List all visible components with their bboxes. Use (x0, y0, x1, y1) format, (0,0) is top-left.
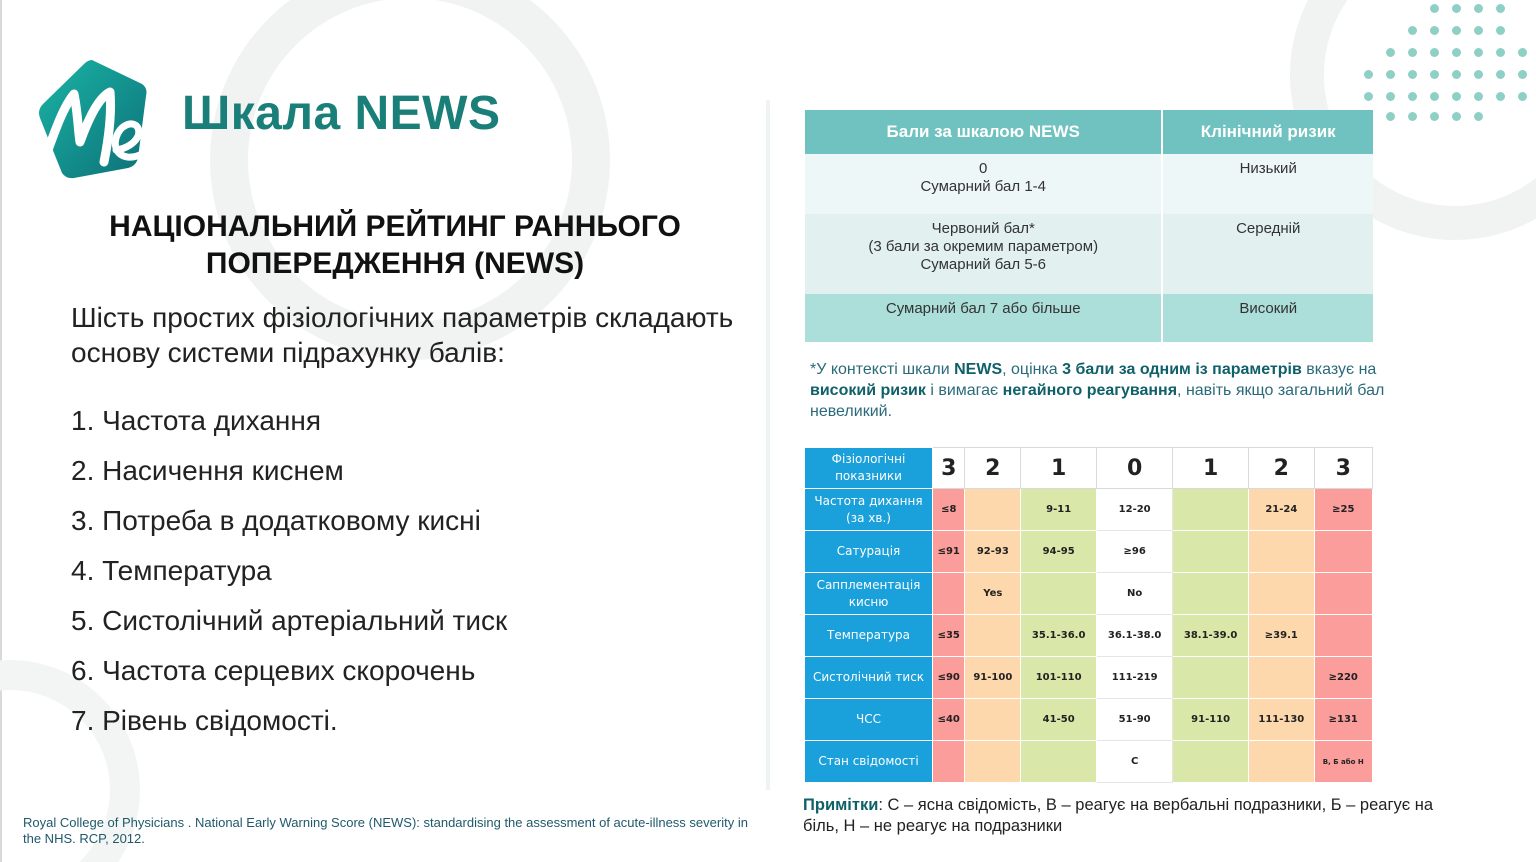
dot-decoration (1430, 92, 1439, 101)
score-cell (1173, 573, 1249, 615)
score-cell: ≥25 (1314, 489, 1372, 531)
score-cell: 41-50 (1021, 699, 1097, 741)
score-cell: В, Б або Н (1314, 741, 1372, 783)
footnote-label: Примітки (803, 796, 879, 814)
dot-decoration (1430, 26, 1439, 35)
score-cell: No (1097, 573, 1173, 615)
note-text: і вимагає (925, 382, 1003, 399)
risk-level-cell: Високий (1162, 294, 1373, 342)
score-cell: 51-90 (1097, 699, 1173, 741)
table-row (805, 489, 1373, 531)
risk-header-score: Бали за шкалою NEWS (805, 110, 1162, 154)
dot-decoration (1408, 112, 1417, 121)
score-cell (965, 489, 1021, 531)
score-line: Червоний бал* (931, 220, 1035, 237)
dot-decoration (1452, 26, 1461, 35)
risk-note (810, 359, 1430, 422)
score-cell: 111-130 (1249, 699, 1314, 741)
dot-decoration (1452, 70, 1461, 79)
list-item: 3. Потреба в додатковому кисні (71, 505, 481, 536)
param-name-cell: Частота дихання (за хв.) (805, 489, 933, 531)
score-cell: C (1097, 741, 1173, 783)
score-cell (1021, 741, 1097, 783)
score-cell (1249, 531, 1314, 573)
score-cell: 101-110 (1021, 657, 1097, 699)
score-cell: 38.1-39.0 (1173, 615, 1249, 657)
score-cell (1314, 531, 1372, 573)
param-name-cell: Сатурація (805, 531, 933, 573)
list-item: 7. Рівень свідомості. (71, 705, 338, 736)
dot-decoration (1452, 48, 1461, 57)
dot-decoration (1496, 92, 1505, 101)
table-row (805, 294, 1373, 342)
risk-score-cell (805, 154, 1162, 214)
dot-decoration (1474, 70, 1483, 79)
dot-decoration (1496, 4, 1505, 13)
score-cell (1249, 573, 1314, 615)
param-name-cell: Температура (805, 615, 933, 657)
param-header: Фізіологічні показники (805, 448, 933, 489)
parameters-list (71, 402, 507, 752)
score-cell (1249, 657, 1314, 699)
risk-header-risk: Клінічний ризик (1162, 110, 1373, 154)
dot-decoration (1364, 92, 1373, 101)
list-item: 4. Температура (71, 555, 272, 586)
score-cell (1314, 615, 1372, 657)
dot-decoration (1496, 48, 1505, 57)
footnote-text: : С – ясна свідомість, В – реагує на вербальні подразники, Б – реагує на біль, Н – не реагує на подразники (803, 796, 1434, 835)
dot-decoration (1474, 48, 1483, 57)
score-header: 3 (1314, 448, 1372, 489)
score-cell (933, 741, 965, 783)
score-cell (965, 699, 1021, 741)
note-emphasis: негайного реагування (1002, 382, 1178, 399)
param-name-cell: Стан свідомості (805, 741, 933, 783)
score-cell (1314, 573, 1372, 615)
table-row (805, 154, 1373, 214)
dot-decoration (1496, 26, 1505, 35)
list-item: 1. Частота дихання (71, 405, 322, 436)
score-cell: ≤8 (933, 489, 965, 531)
param-name-cell: Сапплементація кисню (805, 573, 933, 615)
score-cell (1173, 489, 1249, 531)
score-cell: ≥131 (1314, 699, 1372, 741)
note-text: вказує на (1301, 361, 1377, 378)
param-name-cell: Систолічний тиск (805, 657, 933, 699)
score-line: (3 бали за окремим параметром) (868, 238, 1099, 255)
dot-decoration (1496, 70, 1505, 79)
score-header: 0 (1097, 448, 1173, 489)
param-name-cell: ЧСС (805, 699, 933, 741)
news-score-table (804, 447, 1373, 783)
dot-decoration (1364, 70, 1373, 79)
table-row (805, 741, 1373, 783)
score-cell: 91-100 (965, 657, 1021, 699)
score-cell: ≥96 (1097, 531, 1173, 573)
dot-decoration (1408, 70, 1417, 79)
logo-icon (34, 58, 150, 180)
dot-decoration (1386, 70, 1395, 79)
dot-decoration (1430, 4, 1439, 13)
dot-decoration (1386, 48, 1395, 57)
table-row (805, 615, 1373, 657)
section-heading: НАЦІОНАЛЬНИЙ РЕЙТИНГ РАННЬОГО ПОПЕРЕДЖЕННЯ (NEWS) (109, 210, 681, 280)
score-cell: 111-219 (1097, 657, 1173, 699)
score-line: Сумарний бал 5-6 (920, 256, 1046, 273)
score-cell (1173, 531, 1249, 573)
note-emphasis: NEWS (954, 361, 1003, 378)
score-cell: 91-110 (1173, 699, 1249, 741)
score-cell: 12-20 (1097, 489, 1173, 531)
score-header: 3 (933, 448, 965, 489)
score-cell: Yes (965, 573, 1021, 615)
score-cell: 9-11 (1021, 489, 1097, 531)
score-cell: 92-93 (965, 531, 1021, 573)
score-cell: ≤35 (933, 615, 965, 657)
dot-decoration (1518, 48, 1527, 57)
intro-text: Шість простих фізіологічних параметрів складають основу системи підрахунку балів: (71, 302, 734, 368)
vertical-divider (766, 100, 770, 790)
page-title: Шкала NEWS (182, 87, 501, 140)
score-header: 1 (1173, 448, 1249, 489)
score-cell: ≤90 (933, 657, 965, 699)
dot-decoration (1452, 4, 1461, 13)
score-cell (1021, 573, 1097, 615)
dot-decoration (1452, 112, 1461, 121)
dot-decoration (1474, 26, 1483, 35)
score-cell (1173, 657, 1249, 699)
risk-level-cell: Низький (1162, 154, 1373, 214)
score-table-header (805, 448, 1373, 489)
footnote (803, 795, 1443, 837)
note-text: , навіть якщо загальний бал невеликий. (810, 382, 1385, 420)
score-line: Сумарний бал 7 або більше (885, 300, 1081, 317)
dot-decoration (1474, 92, 1483, 101)
dot-decoration (1474, 4, 1483, 13)
risk-score-cell (805, 214, 1162, 294)
dot-decoration (1386, 92, 1395, 101)
dot-decoration (1430, 70, 1439, 79)
score-line: Сумарний бал 1-4 (920, 178, 1046, 195)
note-text: , оцінка (1002, 361, 1063, 378)
score-cell: ≥39.1 (1249, 615, 1314, 657)
dot-decoration (1408, 48, 1417, 57)
dot-decoration (1474, 112, 1483, 121)
note-text: *У контексті шкали (810, 361, 955, 378)
score-cell: ≤40 (933, 699, 965, 741)
dot-decoration (1452, 92, 1461, 101)
score-cell (933, 573, 965, 615)
list-item: 5. Систолічний артеріальний тиск (71, 605, 508, 636)
score-cell: 21-24 (1249, 489, 1314, 531)
dot-decoration (1518, 70, 1527, 79)
score-cell (965, 615, 1021, 657)
risk-table (805, 110, 1373, 342)
score-cell (965, 741, 1021, 783)
table-row (805, 657, 1373, 699)
score-cell: 35.1-36.0 (1021, 615, 1097, 657)
risk-score-cell (805, 294, 1162, 342)
dot-grid-decoration (1355, 0, 1536, 130)
score-cell (1173, 741, 1249, 783)
dot-decoration (1408, 26, 1417, 35)
table-row (805, 699, 1373, 741)
table-row (805, 573, 1373, 615)
dot-decoration (1518, 92, 1527, 101)
list-item: 6. Частота серцевих скорочень (71, 655, 476, 686)
table-row (805, 531, 1373, 573)
reference-citation: Royal College of Physicians . National Early Warning Score (NEWS): standardising the assessment of acute-illness severity in the NHS. RCP, 2012. (23, 815, 748, 846)
risk-table-header (805, 110, 1373, 154)
note-emphasis: високий ризик (810, 382, 926, 399)
score-line: 0 (979, 160, 988, 177)
dot-decoration (1408, 92, 1417, 101)
dot-decoration (1430, 48, 1439, 57)
table-row (805, 214, 1373, 294)
dot-decoration (1386, 112, 1395, 121)
score-cell: ≥220 (1314, 657, 1372, 699)
note-emphasis: 3 бали за одним із параметрів (1062, 361, 1302, 378)
score-header: 2 (1249, 448, 1314, 489)
score-cell: 94-95 (1021, 531, 1097, 573)
score-cell: ≤91 (933, 531, 965, 573)
score-cell: 36.1-38.0 (1097, 615, 1173, 657)
list-item: 2. Насичення киснем (71, 455, 344, 486)
risk-level-cell: Середній (1162, 214, 1373, 294)
score-cell (1249, 741, 1314, 783)
score-header: 1 (1021, 448, 1097, 489)
score-header: 2 (965, 448, 1021, 489)
dot-decoration (1430, 112, 1439, 121)
